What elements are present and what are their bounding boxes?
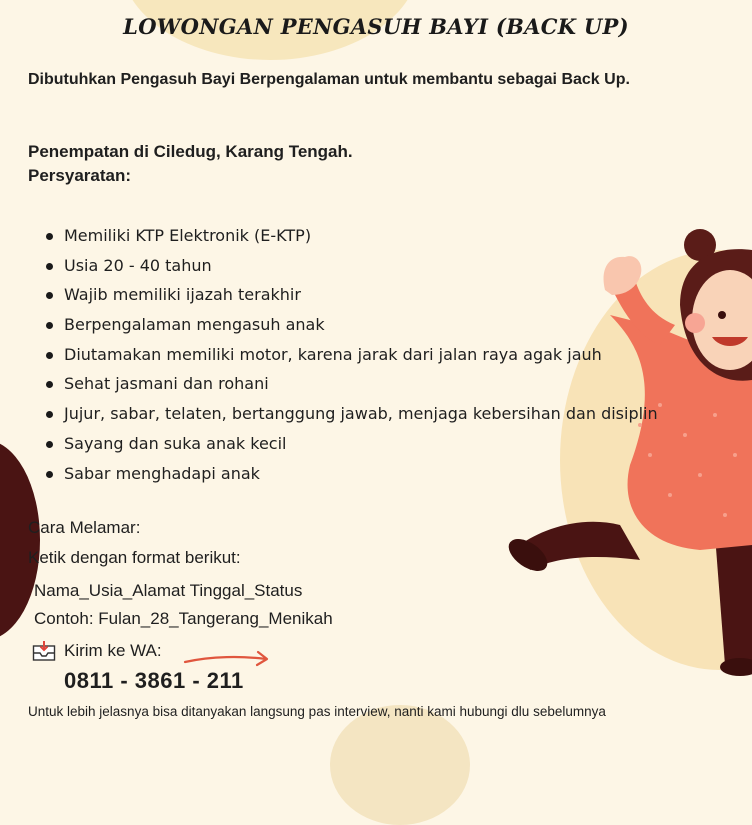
- apply-heading: Cara Melamar:: [28, 518, 141, 537]
- list-item: Memiliki KTP Elektronik (E-KTP): [42, 221, 682, 251]
- apply-format-intro: Ketik dengan format berikut:: [28, 548, 241, 567]
- placement-block: [28, 140, 628, 188]
- inbox-icon: [32, 640, 56, 662]
- list-item: Sehat jasmani dan rohani: [42, 369, 682, 399]
- list-item: Diutamakan memiliki motor, karena jarak dari jalan raya agak jauh: [42, 340, 682, 370]
- page-title: LOWONGAN PENGASUH BAYI (BACK UP): [123, 14, 629, 39]
- requirements-heading: Persyaratan:: [28, 166, 132, 185]
- apply-example: Contoh: Fulan_28_Tangerang_Menikah: [34, 609, 333, 628]
- background-blob-bottom: [330, 705, 470, 825]
- send-label: Kirim ke WA:: [64, 641, 162, 660]
- list-item: Berpengalaman mengasuh anak: [42, 310, 682, 340]
- list-item: Wajib memiliki ijazah terakhir: [42, 280, 682, 310]
- phone-number: 0811 - 3861 - 211: [64, 668, 244, 693]
- requirements-list: [42, 221, 682, 488]
- list-item: Sabar menghadapi anak: [42, 459, 682, 489]
- wa-row: [32, 638, 162, 664]
- list-item: Usia 20 - 40 tahun: [42, 251, 682, 281]
- list-item: Sayang dan suka anak kecil: [42, 429, 682, 459]
- intro-text: Dibutuhkan Pengasuh Bayi Berpengalaman untuk membantu sebagai Back Up.: [28, 71, 630, 88]
- placement-text: Penempatan di Ciledug, Karang Tengah.: [28, 142, 353, 161]
- list-item: Jujur, sabar, telaten, bertanggung jawab, menjaga kebersihan dan disiplin: [42, 399, 682, 429]
- apply-format: Nama_Usia_Alamat Tinggal_Status: [34, 581, 303, 600]
- footer-note: Untuk lebih jelasnya bisa ditanyakan langsung pas interview, nanti kami hubungi dlu sebelumnya: [28, 704, 606, 719]
